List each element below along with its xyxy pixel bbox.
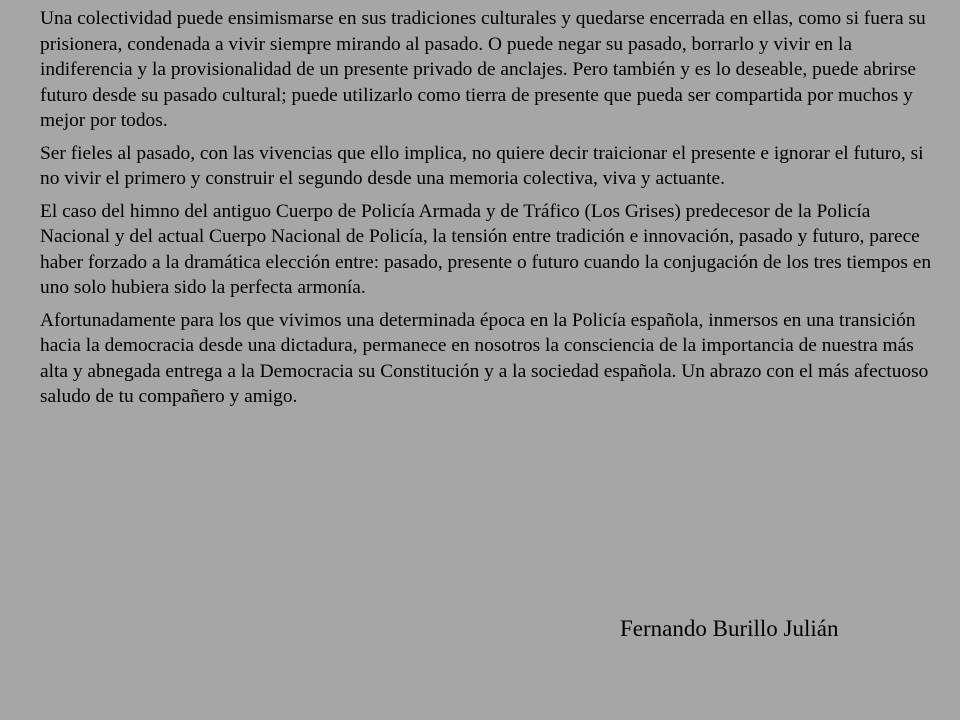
paragraph-4: Afortunadamente para los que vivimos una determinada época en la Policía española, inmersos en una transición hacia la democracia desde una dictadura, permanece en nosotros la consciencia de la importancia de nuestra más alta y abnegada entrega a la Democracia su Constitución y a la sociedad española. Un abrazo con el más afectuoso saludo de tu compañero y amigo. [40,309,929,407]
paragraph-3: El caso del himno del antiguo Cuerpo de Policía Armada y de Tráfico (Los Grises) predecesor de la Policía Nacional y del actual Cuerpo Nacional de Policía, la tensión entre tradición e innovación, pasado y futuro, parece haber forzado a la dramática elección entre: pasado, presente o futuro cuando la conjugación de los tres tiempos en uno solo hubiera sido la perfecta armonía. [40,200,932,298]
paragraph-1: Una colectividad puede ensimismarse en sus tradiciones culturales y quedarse encerrada en ellas, como si fuera su prisionera, condenada a vivir siempre mirando al pasado. O puede negar su pasado, borrarlo y vivir en la indiferencia y la provisionalidad de un presente privado de anclajes. Pero también y es lo deseable, puede abrirse futuro desde su pasado cultural; puede utilizarlo como tierra de presente que pueda ser compartida por muchos y mejor por todos. [40,8,926,131]
document-body [40,6,940,417]
signature: Fernando Burillo Julián [620,616,839,641]
paragraph-2: Ser fieles al pasado, con las vivencias que ello implica, no quiere decir traicionar el presente e ignorar el futuro, si no vivir el primero y construir el segundo desde una memoria colectiva, viva y actuante. [40,142,924,189]
